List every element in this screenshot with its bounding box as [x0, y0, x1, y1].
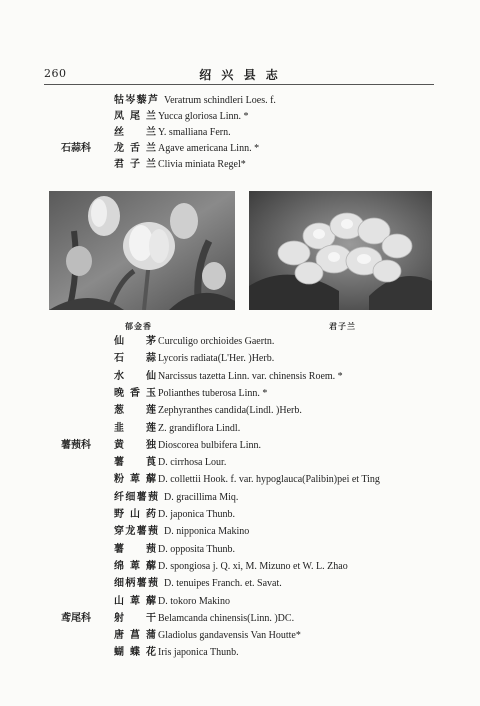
latin-name: D. spongiosa j. Q. xi, M. Mizuno et W. L. Zhao [158, 560, 348, 572]
photo-caption-clivia: 君子兰 [329, 321, 356, 331]
latin-name: D. gracillima Miq. [164, 491, 239, 503]
chinese-name: 野山药 [114, 509, 156, 520]
latin-name: Gladiolus gandavensis Van Houtte* [158, 630, 301, 642]
chinese-name: 丝 兰 [114, 127, 156, 138]
species-row [0, 109, 480, 125]
chinese-name: 水 仙 [114, 370, 156, 382]
species-row [0, 645, 480, 661]
chinese-name: 龙舌兰 [114, 143, 156, 154]
latin-name: D. japonica Thunb. [158, 509, 236, 520]
latin-name: Narcissus tazetta Linn. var. chinensis Roem. * [158, 370, 343, 382]
species-row [0, 334, 480, 350]
chinese-name: 绵萆薢 [114, 560, 156, 572]
latin-name: Agave americana Linn. * [158, 143, 260, 154]
latin-name: Z. grandiflora Lindl. [158, 422, 241, 434]
species-row [0, 628, 480, 644]
latin-name: Dioscorea bulbifera Linn. [158, 439, 262, 451]
species-row [0, 542, 480, 558]
chinese-name: 葱 莲 [114, 405, 156, 417]
species-row [0, 576, 480, 592]
chinese-name: 唐菖蒲 [114, 630, 156, 642]
species-row [0, 93, 480, 109]
species-row [0, 438, 480, 454]
species-row [0, 141, 480, 157]
chinese-name: 穿龙薯蓣 [114, 526, 158, 538]
latin-name: Zephyranthes candida(Lindl. )Herb. [158, 405, 302, 417]
species-row [0, 421, 480, 437]
chinese-name: 山萆薢 [114, 595, 156, 607]
latin-name: Clivia miniata Regel* [158, 159, 246, 170]
latin-name: Belamcanda chinensis(Linn. )DC. [158, 612, 295, 624]
species-row [0, 369, 480, 385]
chinese-name: 薯 莨 [114, 457, 156, 469]
latin-name: Y. smalliana Fern. [158, 127, 231, 138]
latin-name: Polianthes tuberosa Linn. * [158, 387, 268, 399]
chinese-name: 牯岑藜芦 [114, 95, 158, 106]
tulip-photo [49, 191, 235, 310]
latin-name: Veratrum schindleri Loes. f. [164, 95, 276, 106]
chinese-name: 射 干 [114, 612, 156, 624]
latin-name: Iris japonica Thunb. [158, 647, 239, 659]
species-row [0, 594, 480, 610]
family-name: 石蒜科 [61, 143, 91, 154]
species-row [0, 611, 480, 627]
latin-name: D. nipponica Makino [164, 526, 250, 538]
species-row [0, 455, 480, 471]
latin-name: D. tenuipes Franch. et. Savat. [164, 578, 282, 590]
species-row [0, 490, 480, 506]
species-row [0, 157, 480, 173]
family-name: 鸢尾科 [61, 612, 91, 624]
latin-name: D. cirrhosa Lour. [158, 457, 227, 469]
species-row [0, 403, 480, 419]
photo-caption-tulip: 郁金香 [125, 321, 152, 331]
chinese-name: 蝴蝶花 [114, 647, 156, 659]
chinese-name: 薯 蓣 [114, 543, 156, 555]
clivia-photo [249, 191, 432, 310]
page-number: 260 [44, 67, 67, 80]
chinese-name: 纤细薯蓣 [114, 491, 158, 503]
chinese-name: 晚香玉 [114, 387, 156, 399]
species-row [0, 351, 480, 367]
latin-name: Yucca gloriosa Linn. * [158, 111, 249, 122]
chinese-name: 石 蒜 [114, 353, 156, 365]
latin-name: Curculigo orchioides Gaertn. [158, 336, 275, 347]
chinese-name: 黄 独 [114, 439, 156, 451]
species-row [0, 524, 480, 540]
species-row [0, 386, 480, 402]
latin-name: D. opposita Thunb. [158, 543, 236, 555]
header-rule [44, 84, 434, 85]
chinese-name: 凤尾兰 [114, 111, 156, 122]
species-row [0, 507, 480, 523]
latin-name: Lycoris radiata(L'Her. )Herb. [158, 353, 275, 365]
running-head-title: 绍 兴 县 志 [199, 68, 281, 82]
chinese-name: 仙 茅 [114, 336, 156, 347]
chinese-name: 韭 莲 [114, 422, 156, 434]
species-row [0, 472, 480, 488]
chinese-name: 粉萆薢 [114, 474, 156, 486]
chinese-name: 细柄薯蓣 [114, 578, 158, 590]
species-row [0, 559, 480, 575]
latin-name: D. tokoro Makino [158, 595, 230, 607]
chinese-name: 君子兰 [114, 159, 156, 170]
family-name: 薯蓣科 [61, 439, 91, 451]
species-row [0, 125, 480, 141]
latin-name: D. collettii Hook. f. var. hypoglauca(Palibin)pei et Ting [158, 474, 380, 486]
